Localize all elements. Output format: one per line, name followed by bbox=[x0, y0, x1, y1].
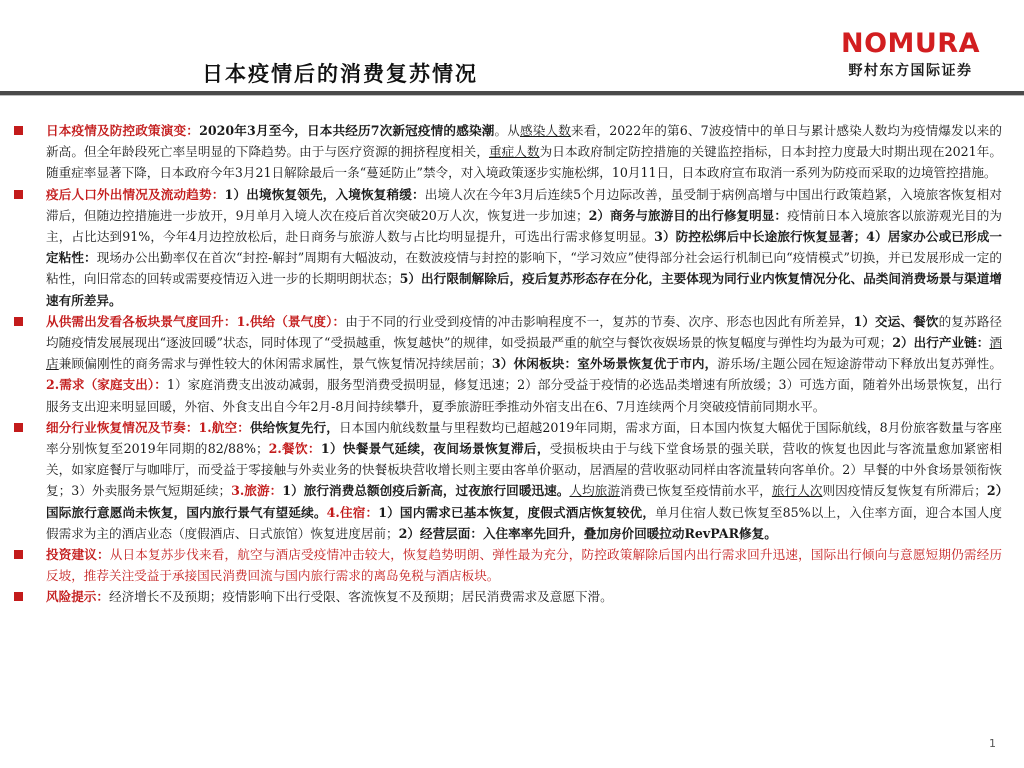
text-bold: 2）国际旅行意愿尚未恢复，国内旅行景气有望延续。 bbox=[46, 483, 1003, 520]
text: 现场办公出勤率仅在首次“封控-解封”周期有大幅波动，在数波疫情与封控的影响下，“学习效应”使得部分社会运行机制已向“疫情模式”切换，并已发展形成一定的粘性，向旧常态的回转或需要疫情迈入进一步的长期明朗状态； bbox=[46, 250, 1002, 287]
text: 的复苏路径均随疫情发展展现出“逐波回暖”状态，同时体现了“受损越重，恢复越快”的规律，如受损最严重的航空与餐饮夜娱场景的恢复幅度与弹性均为最为可观； bbox=[46, 313, 1003, 351]
bullet-square bbox=[14, 592, 23, 601]
paragraph-industry-recovery bbox=[14, 417, 1002, 544]
text-underlined: 重症人数 bbox=[488, 144, 540, 160]
bullet-square bbox=[14, 126, 23, 135]
text: 出境人次在今年3月后连续5个月边际改善，虽受制于病例高增与中国出行政策趋紧，入境旅客恢复相对滞后，但随边控措施进一步放开，9月单月入境人次在疫后首次突破20万人次，恢复进一步加速； bbox=[46, 186, 1003, 223]
bullet-square bbox=[14, 190, 23, 199]
bullet-square bbox=[14, 317, 23, 326]
text-underlined: 酒店 bbox=[46, 335, 1002, 372]
logo-subtitle: 野村东方国际证券 bbox=[848, 63, 973, 79]
text-red-bold: 4.住宿： bbox=[326, 504, 379, 520]
text: 疫情前日本入境旅客以旅游观光目的为主，占比达到91%，今年4月边控放松后，赴日商务与旅游人数与占比均明显提升，可选出行需求修复明显。 bbox=[46, 207, 1003, 245]
paragraph-investment-advice bbox=[14, 544, 1002, 586]
text: 经济增长不及预期；疫情影响下出行受限、客流恢复不及预期；居民消费需求及意愿下滑。 bbox=[108, 589, 613, 605]
text: 。从 bbox=[494, 123, 520, 138]
section-heading: 投资建议： bbox=[46, 547, 110, 563]
text-bold: 1）交运、餐饮 bbox=[853, 313, 939, 329]
text: 由于不同的行业受到疫情的冲击影响程度不一，复苏的节奏、次序、形态也因此有所差异， bbox=[345, 313, 854, 329]
text-bold: 2）商务与旅游目的出行修复明显： bbox=[588, 207, 788, 223]
text: 消费已恢复至疫情前水平， bbox=[620, 483, 772, 499]
text-red-bold: 2.餐饮： bbox=[268, 441, 321, 457]
section-heading: 细分行业恢复情况及节奏： bbox=[46, 419, 199, 435]
text: 兼顾偏刚性的商务需求与弹性较大的休闲需求属性，景气恢复情况持续居前； bbox=[58, 356, 492, 372]
logo-wordmark: NOMURA bbox=[840, 28, 980, 59]
text: 则因疫情反复恢复有所滞后； bbox=[822, 483, 987, 499]
text: 受损板块由于与线下堂食场景的强关联，营收的恢复也因此与客流量愈加紧密相关，如家庭餐厅与咖啡厅，而受益于零接触与外卖业务的快餐板块营收增长则主要由客单价驱动，居酒屋的营收驱动同样由客流量转向客单价。2）早餐的中外食场景领衔恢复；3）外卖服务景气短期延续； bbox=[46, 441, 1003, 499]
text-bold: 2020年3月至今，日本共经历7次新冠疫情的感染潮 bbox=[199, 123, 495, 138]
page-number: 1 bbox=[989, 737, 996, 750]
text: 单月住宿人数已恢复至85%以上，入住率方面，迎合本国人度假需求为主的酒店业态（度假酒店、日式旅馆）恢复进度居前； bbox=[46, 504, 1002, 541]
section-heading: 疫后人口外出情况及流动趋势： bbox=[46, 186, 225, 202]
text-bold: 1）旅行消费总额创疫后新高，过夜旅行回暖迅速。 bbox=[282, 483, 570, 499]
text: 日本国内航线数量与里程数均已超越2019年同期，需求方面，日本国内恢复大幅优于国际航线，8月份旅客数量与客座率分别恢复至2019年同期的82/88%； bbox=[46, 419, 1002, 457]
text-underlined: 旅行人次 bbox=[771, 483, 823, 499]
text: 为日本政府制定防控措施的关键监控指标，日本封控力度最大时期出现在2021年。随重症率显著下降，日本政府今年3月21日解除最后一条“蔓延防止”禁令，对入境政策逐步实施松绑，10月11日，日本政府宣布取消一系列为防疫而采取的边境管控措施。 bbox=[46, 144, 1003, 181]
text-red-bold: 1.航空： bbox=[198, 419, 250, 435]
text-bold: 1）快餐景气延续，夜间场景恢复滞后， bbox=[320, 441, 550, 457]
section-heading: 从供需出发看各板块景气度回升：1.供给（景气度）： bbox=[46, 313, 346, 329]
text-bold: 3）防控松绑后中长途旅行恢复显著；4）居家办公或已形成一定粘性： bbox=[46, 229, 1002, 266]
paragraph-risk-warning bbox=[14, 586, 1002, 607]
content-body bbox=[14, 120, 1002, 608]
text-bold: 3）休闲板块：室外场景恢复优于市内， bbox=[491, 356, 718, 372]
bullet-square bbox=[14, 423, 23, 432]
text-bold: 5）出行限制解除后，疫后复苏形态存在分化，主要体现为同行业内恢复情况分化、品类间消费场景与渠道增速有所差异。 bbox=[46, 271, 1003, 308]
paragraph-epidemic-policy bbox=[14, 120, 1002, 184]
text-underlined: 人均旅游 bbox=[569, 483, 621, 499]
text-bold: 1）国内需求已基本恢复，度假式酒店恢复较优， bbox=[378, 504, 656, 520]
paragraph-mobility bbox=[14, 184, 1002, 311]
text-red-bold: 2.需求（家庭支出）： bbox=[46, 377, 167, 393]
text-red: 从日本复苏步伐来看，航空与酒店受疫情冲击较大，恢复趋势明朗、弹性最为充分，防控政策解除后国内出行需求回升迅速，国际出行倾向与意愿短期仍需经历反坡，推荐关注受益于承接国民消费回流与国内旅行需求的离岛免税与酒店板块。 bbox=[46, 547, 1003, 584]
text: 游乐场/主题公园在短途游带动下释放出复苏弹性。 bbox=[717, 356, 1003, 372]
nomura-logo bbox=[841, 30, 980, 80]
text-red-bold: 3.旅游： bbox=[231, 483, 283, 499]
bullet-square bbox=[14, 550, 23, 559]
text: 来看，2022年的第6、7波疫情中的单日与累计感染人数均为疫情爆发以来的新高。但全年龄段死亡率呈明显的下降趋势。由于与医疗资源的拥挤程度相关， bbox=[46, 123, 1003, 160]
section-heading: 风险提示： bbox=[46, 589, 109, 605]
text-bold: 1）出境恢复领先，入境恢复稍缓： bbox=[224, 186, 425, 202]
text-bold: 2）出行产业链： bbox=[892, 335, 990, 351]
page-title: 日本疫情后的消费复苏情况 bbox=[202, 62, 478, 86]
text-bold: 供给恢复先行， bbox=[249, 419, 339, 435]
paragraph-supply-demand bbox=[14, 311, 1002, 417]
text: 1）家庭消费支出波动减弱，服务型消费受损明显，修复迅速；2）部分受益于疫情的必选品类增速有所放缓；3）可选方面，随着外出场景恢复，出行服务支出迎来明显回暖，外宿、外食支出自今年2月-8月间持续攀升，夏季旅游旺季推动外宿支出在6、7月连续两个月突破疫情前同期水平。 bbox=[46, 377, 1002, 414]
section-heading: 日本疫情及防控政策演变： bbox=[46, 123, 200, 138]
text-underlined: 感染人数 bbox=[519, 123, 571, 138]
text-bold: 2）经营层面：入住率率先回升，叠加房价回暖拉动RevPAR修复。 bbox=[398, 525, 777, 541]
title-divider bbox=[0, 91, 1024, 96]
